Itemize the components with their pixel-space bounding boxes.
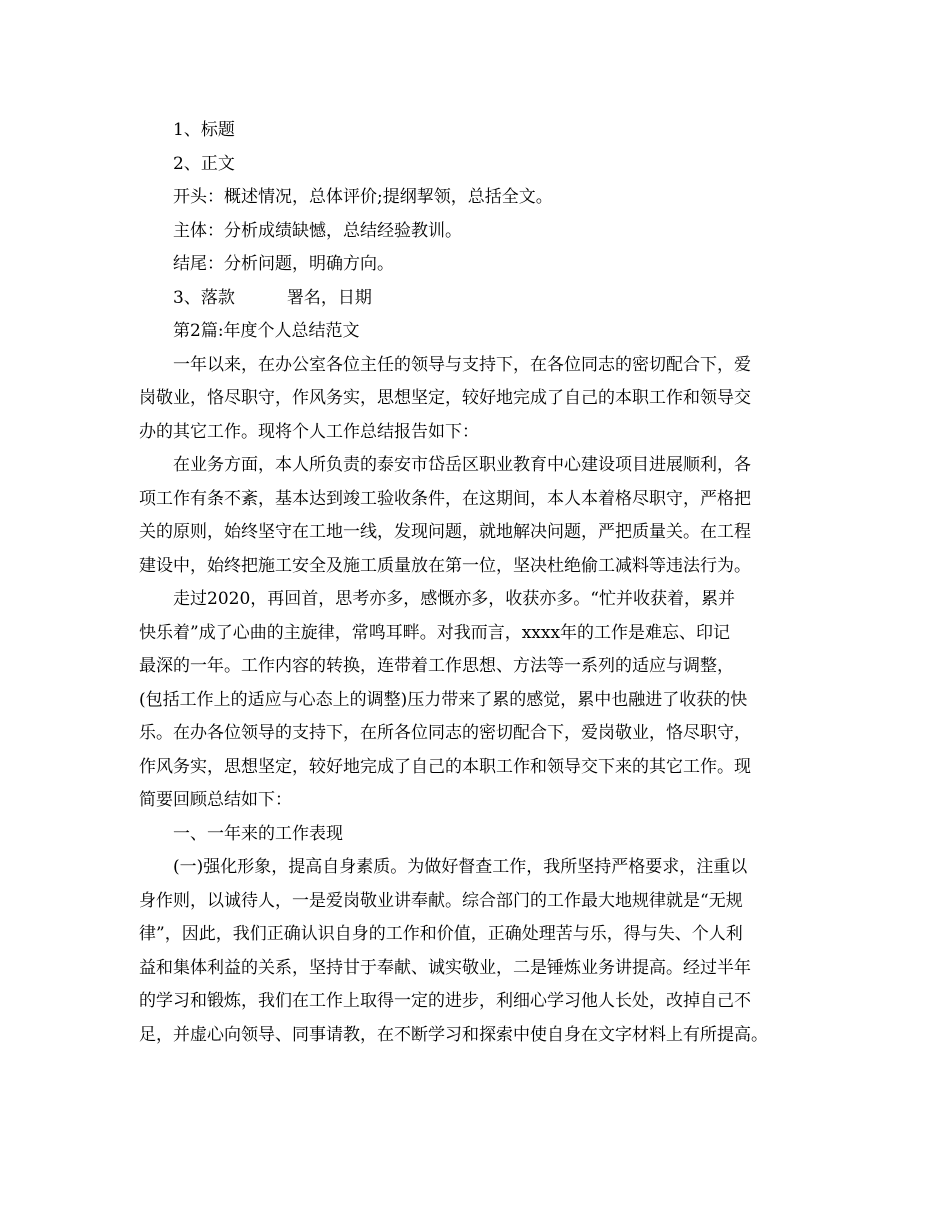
paragraph-line: 乐。在办各位领导的支持下，在所各位同志的密切配合下，爱岗敬业，恪尽职守，: [139, 723, 751, 743]
paragraph-line: 走过2020，再回首，思考亦多，感慨亦多，收获亦多。“忙并收获着，累并: [173, 589, 735, 609]
paragraph-line: 建设中，始终把施工安全及施工质量放在第一位，坚决杜绝偷工减料等违法行为。: [139, 555, 751, 576]
outline-signature-label: 3、落款: [173, 287, 235, 308]
outline-opening: 开头：概述情况，总体评价;提纲挈领，总括全文。: [173, 187, 553, 207]
outline-item-body: 2、正文: [173, 153, 235, 174]
paragraph-line: 项工作有条不紊，基本达到竣工验收条件，在这期间，本人本着格尽职守，严格把: [139, 488, 751, 509]
outline-main: 主体：分析成绩缺憾，总结经验教训。: [173, 220, 462, 241]
outline-item-title: 1、标题: [173, 120, 235, 140]
sub-heading: 一、一年来的工作表现: [173, 823, 343, 844]
outline-signature: [139, 282, 823, 316]
outline-ending: 结尾：分析问题，明确方向。: [173, 254, 394, 274]
paragraph-line: 的学习和锻炼，我们在工作上取得一定的进步，利细心学习他人长处，改掉自己不: [139, 991, 751, 1011]
paragraph-line: (一)强化形象，提高自身素质。为做好督查工作，我所坚持严格要求，注重以: [173, 857, 748, 877]
paragraph-line: 身作则，以诚待人，一是爱岗敬业讲奉献。综合部门的工作最大地规律就是“无规: [139, 890, 743, 911]
paragraph-line: 办的其它工作。现将个人工作总结报告如下：: [139, 421, 479, 442]
paragraph-line: 关的原则，始终坚守在工地一线，发现问题，就地解决问题，严把质量关。在工程: [139, 522, 751, 542]
paragraph-line: 最深的一年。工作内容的转换，连带着工作思想、方法等一系列的适应与调整，: [139, 656, 734, 676]
outline-signature-value: 署名，日期: [286, 287, 372, 308]
paragraph-line: 益和集体利益的关系，坚持甘于奉献、诚实敬业，二是锤炼业务讲提高。经过半年: [139, 957, 751, 978]
paragraph-line: 一年以来，在办公室各位主任的领导与支持下，在各位同志的密切配合下，爱: [173, 354, 751, 375]
paragraph-line: (包括工作上的适应与心态上的调整)压力带来了累的感觉，累中也融进了收获的快: [139, 689, 748, 710]
paragraph-line: 律”，因此，我们正确认识自身的工作和价值，正确处理苦与乐，得与失、个人利: [139, 924, 743, 944]
paragraph-line: 岗敬业，恪尽职守，作风务实，思想坚定，较好地完成了自己的本职工作和领导交: [139, 388, 751, 408]
document-page: [139, 114, 823, 1052]
section-heading: 第2篇:年度个人总结范文: [173, 321, 360, 341]
paragraph-line: 足，并虚心向领导、同事请教，在不断学习和探索中使自身在文字材料上有所提高。: [139, 1024, 768, 1045]
paragraph-line: 作风务实，思想坚定，较好地完成了自己的本职工作和领导交下来的其它工作。现: [139, 756, 751, 777]
paragraph-line: 快乐着”成了心曲的主旋律，常鸣耳畔。对我而言，xxxx年的工作是难忘、印记: [139, 622, 731, 643]
paragraph-line: 简要回顾总结如下：: [139, 790, 292, 810]
paragraph-line: 在业务方面，本人所负责的泰安市岱岳区职业教育中心建设项目进展顺利，各: [173, 455, 751, 475]
